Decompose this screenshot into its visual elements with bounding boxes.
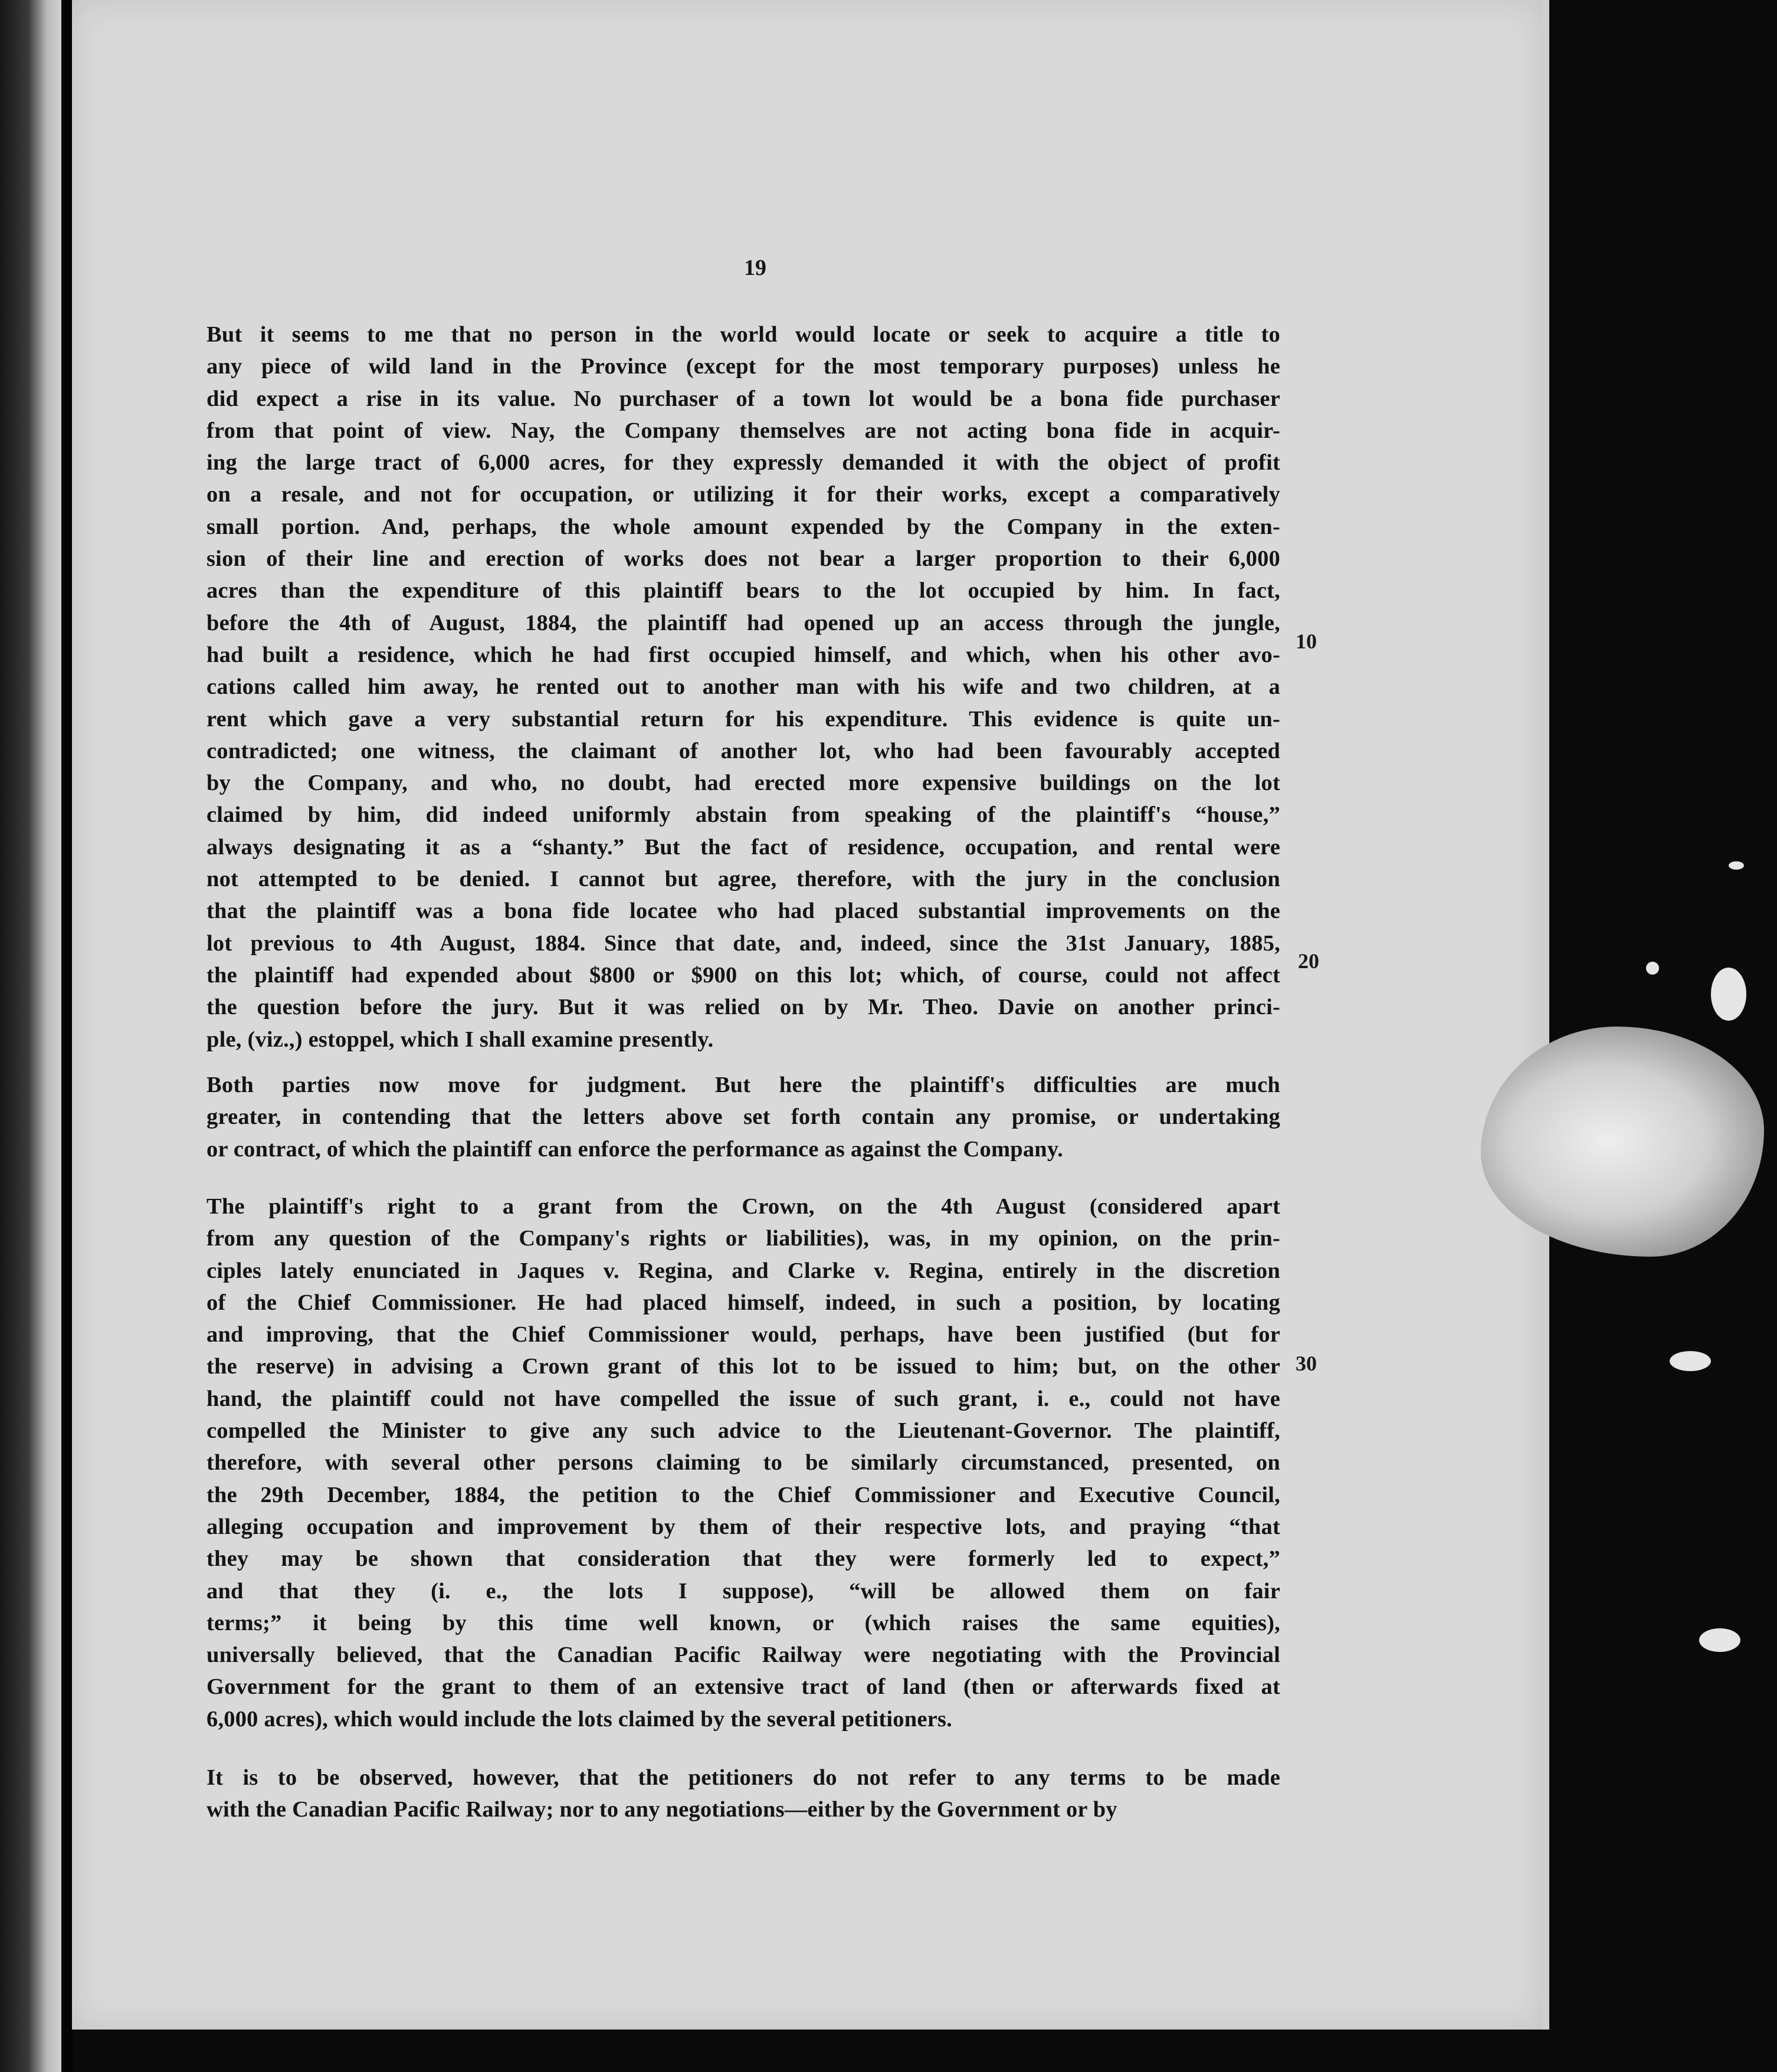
text-line: It is to be observed, however, that the petitioners do not refer to any terms to be made xyxy=(206,1765,1280,1790)
text-line: rent which gave a very substantial return for his expenditure. This evidence is quite un- xyxy=(206,706,1280,732)
text-line: the reserve) in advising a Crown grant of this lot to be issued to him; but, on the other xyxy=(206,1354,1280,1379)
text-line: greater, in contending that the letters above set forth contain any promise, or undertaking xyxy=(206,1104,1280,1130)
text-line: and that they (i. e., the lots I suppose), “will be allowed them on fair xyxy=(206,1578,1280,1604)
paragraph-3 xyxy=(206,1191,1280,1735)
page-edge xyxy=(1542,0,1549,2030)
text-line: terms;” it being by this time well known, or (which raises the same equities), xyxy=(206,1610,1280,1635)
gutter-shadow xyxy=(61,0,73,2072)
text-line: lot previous to 4th August, 1884. Since that date, and, indeed, since the 31st January, 1885, xyxy=(206,930,1280,956)
text-line: ple, (viz.,) estoppel, which I shall examine presently. xyxy=(206,1027,714,1052)
text-line: not attempted to be denied. I cannot but agree, therefore, with the jury in the conclusion xyxy=(206,867,1280,892)
margin-line-number: 30 xyxy=(1296,1352,1317,1375)
margin-line-number: 10 xyxy=(1296,630,1317,653)
text-line: they may be shown that consideration that they were formerly led to expect,” xyxy=(206,1546,1280,1572)
margin-line-number: 20 xyxy=(1298,949,1319,973)
text-line: before the 4th of August, 1884, the plaintiff had opened up an access through the jungle, xyxy=(206,610,1280,635)
scan-speck xyxy=(1670,1351,1711,1371)
text-line: contradicted; one witness, the claimant of another lot, who had been favourably accepted xyxy=(206,738,1280,763)
text-line: of the Chief Commissioner. He had placed himself, indeed, in such a position, by locating xyxy=(206,1290,1280,1315)
text-line: with the Canadian Pacific Railway; nor to any negotiations—either by the Government or by xyxy=(206,1797,1117,1822)
text-line: compelled the Minister to give any such advice to the Lieutenant-Governor. The plaintiff, xyxy=(206,1418,1280,1444)
text-line: did expect a rise in its value. No purchaser of a town lot would be a bona fide purchaser xyxy=(206,386,1280,411)
text-line: the plaintiff had expended about $800 or $900 on this lot; which, of course, could not affect xyxy=(206,962,1280,988)
text-line: ciples lately enunciated in Jaques v. Regina, and Clarke v. Regina, entirely in the discretion xyxy=(206,1258,1280,1283)
text-line: But it seems to me that no person in the world would locate or seek to acquire a title to xyxy=(206,322,1280,347)
text-line: sion of their line and erection of works does not bear a larger proportion to their 6,000 xyxy=(206,546,1280,572)
page-number: 19 xyxy=(744,255,766,280)
text-line: hand, the plaintiff could not have compelled the issue of such grant, i. e., could not have xyxy=(206,1386,1280,1411)
text-line: and improving, that the Chief Commissioner would, perhaps, have been justified (but for xyxy=(206,1322,1280,1348)
text-line: the 29th December, 1884, the petition to the Chief Commissioner and Executive Council, xyxy=(206,1482,1280,1507)
text-line: small portion. And, perhaps, the whole amount expended by the Company in the exten- xyxy=(206,514,1280,539)
scan-speck xyxy=(1729,861,1744,870)
text-line: by the Company, and who, no doubt, had erected more expensive buildings on the lot xyxy=(206,771,1280,796)
text-line: claimed by him, did indeed uniformly abstain from speaking of the plaintiff's “house,” xyxy=(206,802,1280,828)
adjacent-page-edge xyxy=(0,0,63,2072)
paragraph-2 xyxy=(206,1069,1280,1165)
text-line: cations called him away, he rented out to another man with his wife and two children, at a xyxy=(206,674,1280,700)
text-line: acres than the expenditure of this plaintiff bears to the lot occupied by him. In fact, xyxy=(206,578,1280,604)
text-line: that the plaintiff was a bona fide locatee who had placed substantial improvements on the xyxy=(206,899,1280,924)
text-line: from any question of the Company's rights or liabilities), was, in my opinion, on the prin- xyxy=(206,1226,1280,1251)
paragraph-1 xyxy=(206,319,1280,1055)
scan-speck xyxy=(1699,1628,1740,1652)
text-line: 6,000 acres), which would include the lots claimed by the several petitioners. xyxy=(206,1706,952,1732)
text-line: always designating it as a “shanty.” But the fact of residence, occupation, and rental were xyxy=(206,834,1280,860)
text-line: the question before the jury. But it was relied on by Mr. Theo. Davie on another princi- xyxy=(206,995,1280,1020)
text-line: from that point of view. Nay, the Company themselves are not acting bona fide in acquir- xyxy=(206,418,1280,443)
text-line: or contract, of which the plaintiff can enforce the performance as against the Company. xyxy=(206,1136,1064,1162)
paragraph-4 xyxy=(206,1762,1280,1826)
scan-speck xyxy=(1711,968,1746,1021)
text-line: universally believed, that the Canadian Pacific Railway were negotiating with the Provincial xyxy=(206,1642,1280,1668)
text-line: therefore, with several other persons claiming to be similarly circumstanced, presented, on xyxy=(206,1450,1280,1476)
text-line: had built a residence, which he had first occupied himself, and which, when his other avo- xyxy=(206,642,1280,667)
scan-speck xyxy=(1646,962,1659,975)
text-line: Both parties now move for judgment. But here the plaintiff's difficulties are much xyxy=(206,1073,1280,1097)
text-line: The plaintiff's right to a grant from the Crown, on the 4th August (considered apart xyxy=(206,1194,1280,1219)
text-line: any piece of wild land in the Province (except for the most temporary purposes) unless he xyxy=(206,354,1280,379)
text-line: alleging occupation and improvement by them of their respective lots, and praying “that xyxy=(206,1514,1280,1539)
text-line: ing the large tract of 6,000 acres, for they expressly demanded it with the object of profit xyxy=(206,450,1280,476)
text-line: Government for the grant to them of an extensive tract of land (then or afterwards fixed at xyxy=(206,1674,1280,1700)
text-line: on a resale, and not for occupation, or utilizing it for their works, except a comparatively xyxy=(206,482,1280,507)
